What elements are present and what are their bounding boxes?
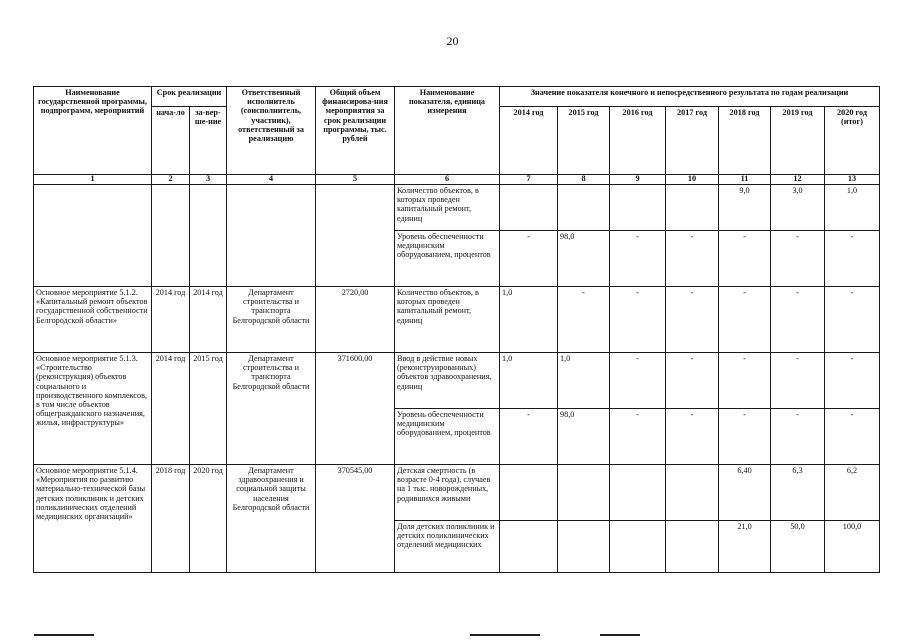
measure-responsible: Департамент здравоохранения и социальной защиты населения Белгородской области xyxy=(227,465,316,573)
measure-name: Основное мероприятие 5.1.2. «Капитальный ремонт объектов государственной собственности Белгородской области» xyxy=(34,287,152,353)
indicator-value: - xyxy=(666,353,719,409)
indicator-value: - xyxy=(771,353,825,409)
measure-financing: 370545,00 xyxy=(316,465,395,573)
measure-name: Основное мероприятие 5.1.3. «Строительство (реконструкция) объектов социального и производственного комплексов, в том числе объектов общегражданского назначения, жилья, инфраструктуры» xyxy=(34,353,152,465)
header-term: Срок реализации xyxy=(152,87,227,107)
indicator-value: - xyxy=(666,231,719,287)
column-number: 11 xyxy=(719,175,771,185)
indicator-value: - xyxy=(610,353,666,409)
indicator-name: Уровень обеспеченности медицинским оборудованием, процентов xyxy=(395,231,500,287)
indicator-value: 6,3 xyxy=(771,465,825,521)
measure-name xyxy=(34,185,152,287)
indicator-value: 1,0 xyxy=(825,185,880,231)
header-year: 2014 год xyxy=(500,107,558,175)
indicator-value xyxy=(610,521,666,573)
indicator-value: - xyxy=(610,287,666,353)
measure-responsible: Департамент строительства и транспорта Белгородской области xyxy=(227,287,316,353)
indicator-value: - xyxy=(610,409,666,465)
header-year: 2019 год xyxy=(771,107,825,175)
indicator-value: - xyxy=(719,287,771,353)
indicator-value: - xyxy=(719,353,771,409)
indicator-value xyxy=(666,521,719,573)
column-number: 2 xyxy=(152,175,190,185)
header-year: 2016 год xyxy=(610,107,666,175)
column-number: 6 xyxy=(395,175,500,185)
indicator-value: 21,0 xyxy=(719,521,771,573)
indicator-value: 98,0 xyxy=(558,231,610,287)
measure-financing xyxy=(316,185,395,287)
column-number: 5 xyxy=(316,175,395,185)
column-number: 9 xyxy=(610,175,666,185)
measure-start: 2014 год xyxy=(152,287,190,353)
measure-responsible xyxy=(227,185,316,287)
column-number: 1 xyxy=(34,175,152,185)
indicator-value: - xyxy=(825,287,880,353)
header-year: 2020 год (итог) xyxy=(825,107,880,175)
indicator-name: Количество объектов, в которых проведен капитальный ремонт, единиц xyxy=(395,185,500,231)
measure-end: 2014 год xyxy=(190,287,227,353)
measure-financing: 371600,00 xyxy=(316,353,395,465)
column-number: 13 xyxy=(825,175,880,185)
scan-edge-mark xyxy=(34,634,94,636)
indicator-value xyxy=(558,521,610,573)
indicator-value: - xyxy=(500,231,558,287)
indicator-value xyxy=(666,185,719,231)
page-number: 20 xyxy=(446,34,459,48)
indicator-value: - xyxy=(825,409,880,465)
measure-financing: 2720,00 xyxy=(316,287,395,353)
header-term-start: нача-ло xyxy=(152,107,190,175)
measure-responsible: Департамент строительства и транспорта Белгородской области xyxy=(227,353,316,465)
indicator-value xyxy=(666,465,719,521)
indicator-value: - xyxy=(825,231,880,287)
indicator-name: Детская смертность (в возрасте 0-4 года), случаев на 1 тыс. новорожденных, родившихся живыми xyxy=(395,465,500,521)
indicator-value xyxy=(610,465,666,521)
indicator-value: 1,0 xyxy=(558,353,610,409)
indicator-value xyxy=(500,185,558,231)
indicator-value: 9,0 xyxy=(719,185,771,231)
indicator-value xyxy=(500,521,558,573)
column-number: 7 xyxy=(500,175,558,185)
indicator-value xyxy=(610,185,666,231)
indicator-value: - xyxy=(771,409,825,465)
indicator-value: - xyxy=(666,409,719,465)
column-number: 10 xyxy=(666,175,719,185)
program-indicators-table xyxy=(33,86,880,573)
indicator-value: 3,0 xyxy=(771,185,825,231)
indicator-value: 1,0 xyxy=(500,353,558,409)
indicator-name: Количество объектов, в которых проведен капитальный ремонт, единиц xyxy=(395,287,500,353)
indicator-value xyxy=(558,185,610,231)
indicator-value: 50,0 xyxy=(771,521,825,573)
measure-start: 2014 год xyxy=(152,353,190,465)
indicator-value: - xyxy=(771,287,825,353)
column-number: 12 xyxy=(771,175,825,185)
indicator-name: Ввод в действие новых (реконструированных) объектов здравоохранения, единиц xyxy=(395,353,500,409)
indicator-value: 100,0 xyxy=(825,521,880,573)
header-year: 2015 год xyxy=(558,107,610,175)
measure-end: 2015 год xyxy=(190,353,227,465)
indicator-value: - xyxy=(719,231,771,287)
indicator-value: - xyxy=(558,287,610,353)
header-responsible: Ответственный исполнитель (соисполнитель, участник), ответственный за реализацию xyxy=(227,87,316,175)
header-values-title: Значение показателя конечного и непосредственного результата по годам реализации xyxy=(500,87,880,107)
indicator-value xyxy=(500,465,558,521)
indicator-value: 98,0 xyxy=(558,409,610,465)
measure-end xyxy=(190,185,227,287)
header-financing: Общий объем финансирова-ния мероприятия за срок реализации программы, тыс. рублей xyxy=(316,87,395,175)
scan-edge-mark xyxy=(600,634,640,636)
indicator-value: - xyxy=(719,409,771,465)
column-number: 4 xyxy=(227,175,316,185)
scan-edge-mark xyxy=(470,634,540,636)
indicator-value: - xyxy=(825,353,880,409)
indicator-name: Уровень обеспеченности медицинским оборудованием, процентов xyxy=(395,409,500,465)
indicator-value: - xyxy=(610,231,666,287)
indicator-value: - xyxy=(666,287,719,353)
measure-end: 2020 год xyxy=(190,465,227,573)
indicator-value xyxy=(558,465,610,521)
indicator-value: - xyxy=(771,231,825,287)
measure-start xyxy=(152,185,190,287)
measure-start: 2018 год xyxy=(152,465,190,573)
measure-name: Основное мероприятие 5.1.4. «Мероприятия по развитию материально-технической базы детских поликлиник и детских поликлинических отделений медицинских организаций» xyxy=(34,465,152,573)
header-year: 2017 год xyxy=(666,107,719,175)
column-number: 3 xyxy=(190,175,227,185)
indicator-value: - xyxy=(500,409,558,465)
header-name: Наименование государственной программы, подпрограмм, мероприятий xyxy=(34,87,152,175)
indicator-value: 6,2 xyxy=(825,465,880,521)
indicator-value: 1,0 xyxy=(500,287,558,353)
header-term-end: за-вер-ше-ние xyxy=(190,107,227,175)
header-year: 2018 год xyxy=(719,107,771,175)
header-indicator: Наименование показателя, единица измерения xyxy=(395,87,500,175)
indicator-value: 6,40 xyxy=(719,465,771,521)
indicator-name: Доля детских поликлиник и детских поликлинических отделений медицинских xyxy=(395,521,500,573)
column-number: 8 xyxy=(558,175,610,185)
